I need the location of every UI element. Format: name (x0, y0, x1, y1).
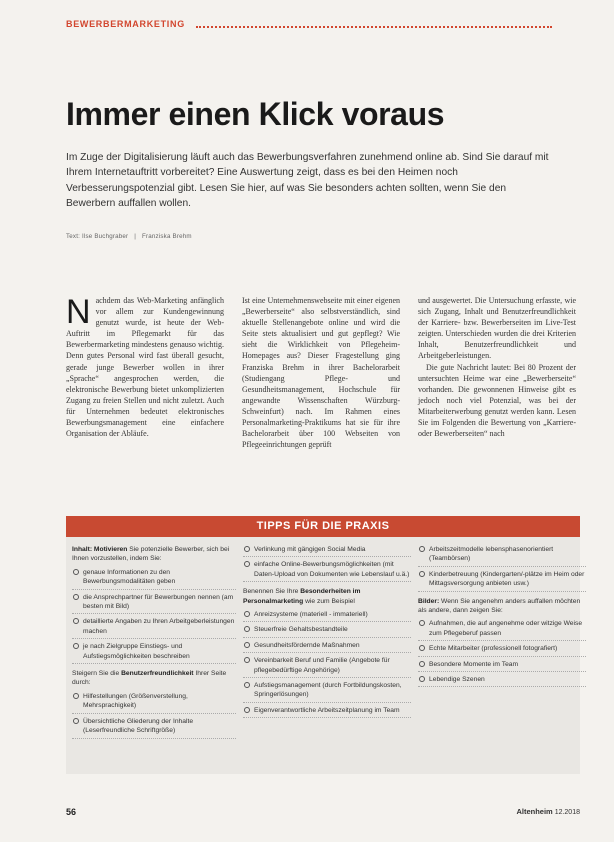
tips-usability-intro (72, 669, 236, 688)
byline-separator: | (134, 233, 137, 240)
bullet-icon (244, 546, 250, 552)
byline (66, 233, 196, 240)
bullet-icon (244, 642, 250, 648)
list-item-text: einfache Online-Bewerbungsmöglichkeiten (mit Daten-Upload von Dokumenten wie Lebenslauf u.ä.) (254, 561, 410, 578)
bullet-icon (244, 561, 250, 567)
tips-list-worklife (418, 545, 586, 592)
list-item-text: Hilfestellungen (Größenverstellung, Mehrsprachigkeit) (83, 692, 188, 710)
body-column-1 (66, 295, 224, 485)
bullet-icon (73, 594, 79, 600)
bullet-icon (73, 693, 79, 699)
footer-magazine (516, 807, 580, 816)
list-item (418, 660, 586, 672)
tips-list-marketing (243, 610, 411, 718)
tips-list-features (243, 545, 411, 582)
tips-marketing-bold: Besonderheiten im Personalmarketing (243, 588, 361, 605)
list-item (72, 642, 236, 664)
byline-coauthor: Franziska Brehm (141, 233, 192, 240)
bullet-icon (419, 546, 425, 552)
list-item (418, 545, 586, 567)
tips-column-2 (243, 545, 411, 774)
body-column-3-para-2: Die gute Nachricht lautet: Bei 80 Prozent der untersuchten Heime war eine „Bewerberseite“ vorhanden. Die gewonnenen Hinweise gibt es jedoch noch viel Potenzial, was bei der Mitarbeiterwerbung genutzt werden kann. Lesen Sie im Folgenden die Bewertung von „Karriere- oder Bewerberseiten“ nach (418, 362, 576, 439)
body-column-3-para-1: und ausgewertet. Die Untersuchung erfasste, wie sich Zugang, Inhalt und Benutzerfreundlichkeit der Karriere- bzw. Bewerberseiten im Live-Test zeigten. Unterschieden wurden die drei Kriterien Inhalt, Benutzerfreundlichkeit und Arbeitgeberleistungen. (418, 296, 576, 361)
bullet-icon (419, 676, 425, 682)
bullet-icon (419, 620, 425, 626)
article-title: Immer einen Klick voraus (66, 96, 445, 132)
list-item (243, 706, 411, 718)
body-column-3 (418, 295, 576, 485)
list-item-text: genaue Informationen zu den Bewerbungsmodalitäten geben (83, 568, 176, 586)
list-item (418, 619, 586, 641)
tips-column-3 (418, 545, 586, 774)
bullet-icon (73, 718, 79, 724)
list-item-text: Aufnahmen, die auf angenehme oder witzige Weise zum Pflegeberuf passen (429, 620, 583, 637)
section-divider-dots (196, 26, 552, 28)
page-number: 56 (66, 807, 77, 817)
list-item-text: Aufstiegsmanagement (durch Fortbildungskosten, Springerlösungen) (254, 682, 402, 699)
bullet-icon (244, 626, 250, 632)
list-item (243, 560, 411, 582)
list-item-text: die Ansprechpartner für Bewerbungen nennen (am besten mit Bild) (83, 593, 234, 611)
tips-column-1 (72, 545, 236, 774)
list-item (243, 610, 411, 622)
bullet-icon (73, 643, 79, 649)
tips-marketing-pre: Benennen Sie Ihre (243, 588, 299, 596)
article-body (66, 295, 580, 485)
bullet-icon (73, 618, 79, 624)
bullet-icon (419, 661, 425, 667)
list-item-text: Vereinbarkeit Beruf und Familie (Angebote für pflegebedürftige Angehörige) (254, 657, 390, 674)
tips-box-header: TIPPS FÜR DIE PRAXIS (66, 516, 580, 537)
tips-intro (72, 545, 236, 564)
tips-list-images (418, 619, 586, 687)
tips-images-intro (418, 597, 586, 616)
list-item-text: Übersichtliche Gliederung der Inhalte (Leserfreundliche Schriftgröße) (83, 717, 194, 735)
tips-marketing-intro (243, 587, 411, 606)
list-item-text: Lebendige Szenen (429, 676, 485, 684)
bullet-icon (73, 569, 79, 575)
tips-list-usability (72, 692, 236, 739)
list-item-text: Besondere Momente im Team (429, 660, 519, 668)
list-item (72, 593, 236, 615)
list-item-text: detaillierte Angaben zu Ihren Arbeitgeberleistungen machen (83, 618, 235, 635)
list-item (72, 717, 236, 739)
bullet-icon (244, 611, 250, 617)
section-label: BEWERBERMARKETING (66, 19, 185, 29)
tips-images-bold: Bilder: (418, 597, 440, 605)
bullet-icon (419, 645, 425, 651)
tips-intro-bold: Inhalt: Motivieren (72, 546, 128, 553)
list-item-text: je nach Zielgruppe Einstiegs- und Aufstiegsmöglichkeiten beschreiben (83, 643, 190, 660)
list-item (72, 617, 236, 639)
list-item (243, 641, 411, 653)
drop-cap: N (66, 293, 91, 331)
list-item (72, 568, 236, 590)
body-column-1-text: achdem das Web-Marketing anfänglich vor allem zur Kundengewinnung genutzt wurde, ist heute der Web-Auftritt im Pflegemarkt für das Bewerbermarketing mindestens genauso wichtig. Denn gutes Personal wird fast überall gesucht, gerade junge Bewerber wollen in ihrer „Sprache“ angesprochen werden, die elektronische Bewerbung bietet unkomplizierten Zugang zu freien Stellen und nicht zuletzt. Auch für Unternehmen bedeutet elektronisches Bewerbungsmanagement eine einfachere Organisation der Abläufe. (66, 296, 224, 439)
bullet-icon (244, 657, 250, 663)
list-item-text: Anreizsysteme (materiell - immateriell) (254, 611, 368, 619)
tips-usability-post: Ihrer Seite durch: (72, 670, 227, 687)
tips-list-content (72, 568, 236, 664)
list-item (418, 675, 586, 687)
list-item-text: Arbeitszeitmodelle lebensphasenorientiert (Teambörsen) (429, 546, 554, 563)
article-lead: Im Zuge der Digitalisierung läuft auch das Bewerbungsverfahren zunehmend online ab. Sind Sie darauf mit Ihrem Internetauftritt vorbereitet? Eine Auswertung zeigt, dass es bei den Heimen noch Verbesserungspotenzial gibt. Lesen Sie hier, auf was Sie besonders achten sollten, wenn Sie den Bewerbern auffallen wollen. (66, 152, 549, 209)
list-item-text: Gesundheitsfördernde Maßnahmen (254, 641, 360, 649)
bullet-icon (244, 707, 250, 713)
list-item-text: Echte Mitarbeiter (professionell fotografiert) (429, 645, 558, 653)
magazine-name: Altenheim (516, 807, 553, 816)
byline-author: Text: Ilse Buchgraber (66, 233, 129, 240)
body-column-2-text: Ist eine Unternehmenswebseite mit einer eigenen „Bewerberseite“ also selbstverständlich, sind aktuelle Stellenangebote online und wird die Seite stets aktualisiert und gut gepflegt? Wie sieht die Wirklichkeit von Pflegeheim-Homepages aus? Dieser Fragestellung ging Franziska Brehm in ihrer Bachelorarbeit (Studiengang Pflege- und Gesundheitsmanagement, Hochschule für angewandte Wissenschaften Würzburg-Schweinfurt) nach. Im Rahmen eines Personalmarketing-Praktikums hat sie für ihre Bachelorarbeit über 100 Webseiten von Pflegeeinrichtungen geprüft (242, 296, 400, 450)
list-item (72, 692, 236, 714)
tips-marketing-post: wie zum Beispiel (305, 597, 355, 605)
list-item (243, 681, 411, 703)
list-item (418, 570, 586, 592)
list-item-text: Eigenverantwortliche Arbeitszeitplanung im Team (254, 706, 400, 714)
list-item (243, 545, 411, 557)
magazine-issue: 12.2018 (554, 809, 580, 816)
tips-intro-text: Sie potenzielle Bewerber, sich bei Ihnen vorzustellen, indem Sie: (72, 546, 230, 563)
list-item (243, 625, 411, 637)
tips-usability-pre: Steigern Sie die (72, 670, 120, 678)
bullet-icon (419, 571, 425, 577)
list-item-text: Steuerfreie Gehaltsbestandteile (254, 626, 348, 634)
tips-box (66, 537, 585, 774)
bullet-icon (244, 682, 250, 688)
list-item (418, 644, 586, 656)
tips-images-text: Wenn Sie angenehm anders auffallen möchten als andere, dann zeigen Sie: (418, 597, 581, 615)
body-column-2 (242, 295, 400, 485)
list-item-text: Verlinkung mit gängigen Social Media (254, 546, 366, 553)
list-item (243, 656, 411, 678)
list-item-text: Kinderbetreuung (Kindergarten/-plätze im Heim oder Mittagsversorgung anbieten usw.) (429, 570, 585, 588)
tips-usability-bold: Benutzerfreundlichkeit (121, 670, 194, 678)
